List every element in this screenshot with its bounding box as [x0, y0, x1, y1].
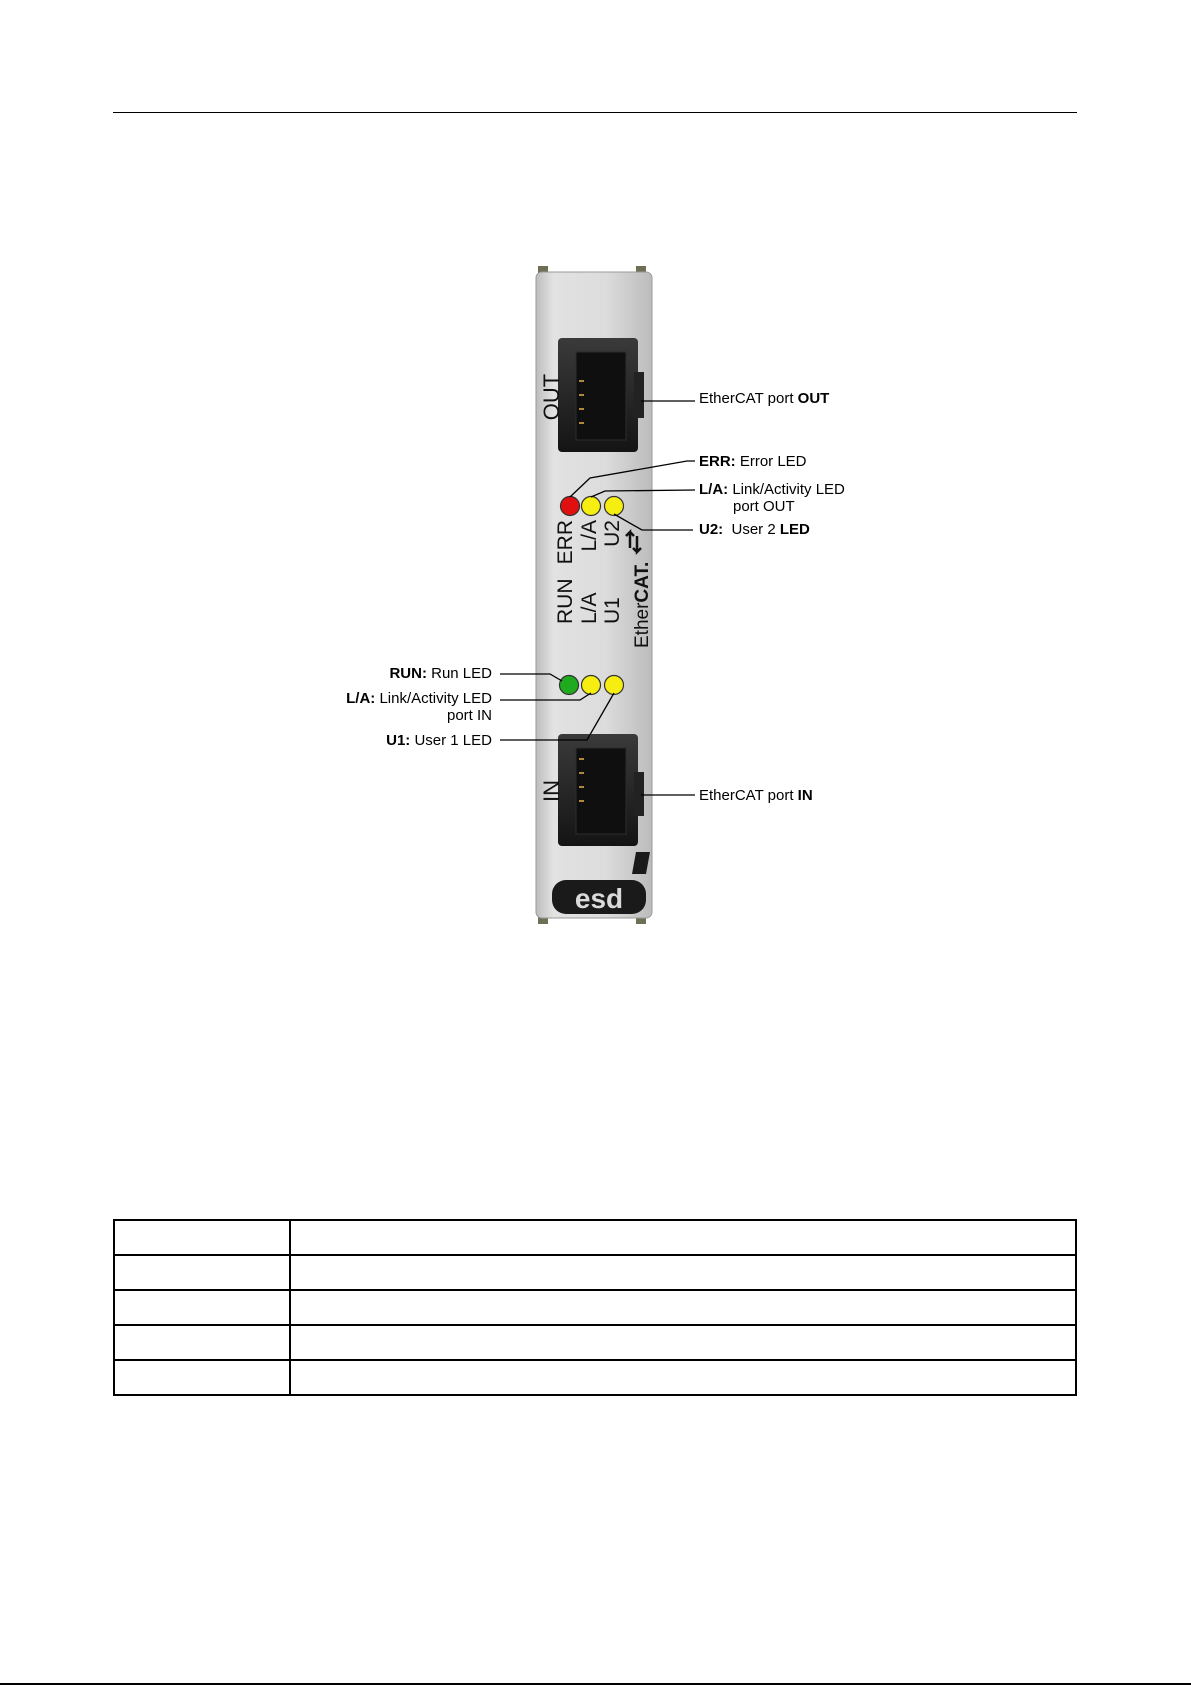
table-cell [290, 1360, 1076, 1395]
callout-u1 [386, 732, 492, 749]
callout-port-out-text: EtherCAT port [699, 390, 798, 407]
table-cell [114, 1290, 290, 1325]
table-row [114, 1255, 1076, 1290]
port-out-label: OUT [539, 373, 564, 421]
led-u2 [605, 497, 624, 516]
led-label-err: ERR [554, 520, 577, 565]
table-cell [114, 1220, 290, 1255]
led-label-la-in: L/A [578, 592, 601, 624]
callout-u2 [699, 521, 810, 538]
led-la-out [582, 497, 601, 516]
led-run [560, 676, 579, 695]
led-label-la-out: L/A [578, 520, 601, 552]
table-cell [290, 1220, 1076, 1255]
callout-la-in-bold: L/A: [346, 690, 376, 707]
callout-la-in-line2: port IN [446, 707, 492, 724]
table-cell [114, 1255, 290, 1290]
led-u1 [605, 676, 624, 695]
led-err [561, 497, 580, 516]
callout-la-out-bold: L/A: [699, 481, 729, 498]
callout-u1-text: User 1 LED [410, 732, 492, 749]
callout-port-in [699, 787, 813, 804]
table-cell [290, 1255, 1076, 1290]
ethercat-logo-suffix: CAT. [632, 561, 653, 603]
callout-la-in-text: Link/Activity LED [375, 690, 492, 707]
callout-run [389, 665, 492, 682]
callout-u2-bold: U2: [699, 521, 724, 538]
callout-port-out-bold: OUT [797, 390, 830, 407]
ethercat-port-out [558, 338, 644, 452]
callout-port-in-text: EtherCAT port [699, 787, 798, 804]
callout-run-text: Run LED [426, 665, 492, 682]
callout-u2-bold2: LED [779, 521, 810, 538]
empty-table [113, 1219, 1077, 1396]
led-label-run: RUN [554, 578, 577, 624]
led-la-in [582, 676, 601, 695]
table-cell [114, 1360, 290, 1395]
callout-port-in-bold: IN [797, 787, 813, 804]
table-row [114, 1360, 1076, 1395]
table-row [114, 1290, 1076, 1325]
callout-err-bold: ERR: [699, 453, 736, 470]
svg-text:EtherCAT. [632, 562, 653, 648]
callout-run-bold: RUN: [389, 665, 427, 682]
ethercat-logo-prefix: Ether [632, 602, 653, 648]
table-cell [290, 1325, 1076, 1360]
port-in-label: IN [539, 780, 564, 802]
callout-u2-text: User 2 [723, 521, 780, 538]
callout-la-out [699, 481, 845, 515]
table-cell [114, 1325, 290, 1360]
led-label-u1: U1 [601, 597, 624, 624]
callout-la-in [346, 690, 492, 724]
led-label-u2: U2 [601, 520, 624, 547]
esd-logo-text: esd [574, 883, 624, 914]
table-row [114, 1325, 1076, 1360]
callout-err-text: Error LED [735, 453, 807, 470]
ethercat-logo [632, 562, 653, 648]
table-cell [290, 1290, 1076, 1325]
callout-err [699, 453, 807, 470]
callout-la-out-text: Link/Activity LED [728, 481, 845, 498]
callout-port-out [699, 390, 829, 407]
ethercat-port-in [558, 734, 644, 846]
callout-u1-bold: U1: [386, 732, 411, 749]
table-row [114, 1220, 1076, 1255]
callout-la-out-line2: port OUT [733, 498, 795, 515]
